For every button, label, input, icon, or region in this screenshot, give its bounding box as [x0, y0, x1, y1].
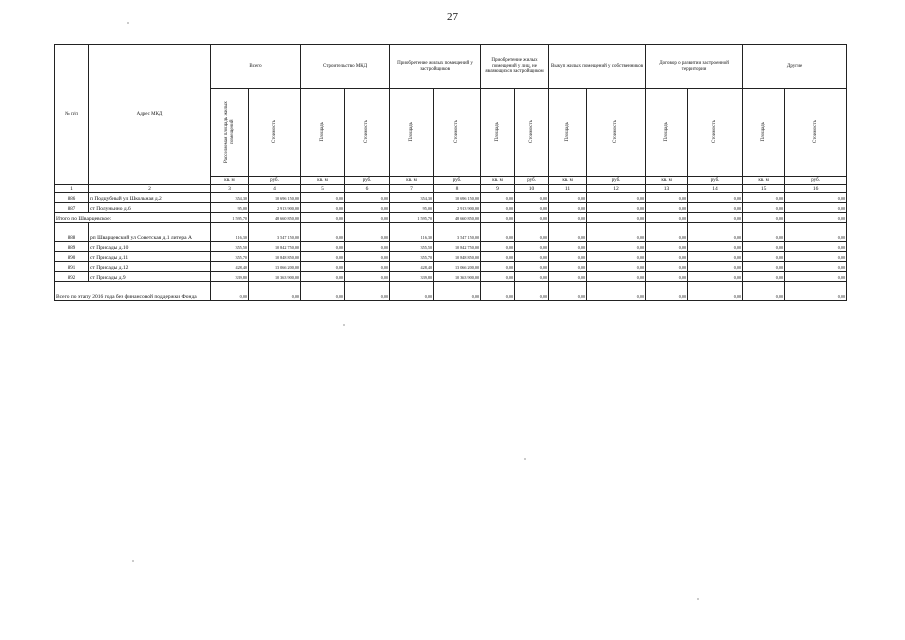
value-cell: 116,30 — [211, 223, 249, 242]
value-cell: 0,00 — [587, 262, 646, 272]
value-cell: 0,00 — [587, 282, 646, 301]
value-cell: 2 913 900,00 — [249, 203, 301, 213]
value-cell: 95,00 — [390, 203, 434, 213]
row-index: 891 — [55, 262, 89, 272]
value-cell: 0,00 — [481, 282, 515, 301]
value-cell: 0,00 — [549, 242, 587, 252]
subheader-cost — [249, 89, 301, 177]
row-index: 889 — [55, 242, 89, 252]
group-header-developer-purchase: Приобретение жилых помещений у застройщиков — [390, 45, 481, 89]
value-cell: 0,00 — [646, 252, 688, 262]
value-cell: 354,30 — [390, 193, 434, 203]
value-cell: 0,00 — [587, 193, 646, 203]
value-cell: 0,00 — [515, 193, 549, 203]
value-cell: 0,00 — [646, 223, 688, 242]
total-row — [55, 282, 847, 301]
value-cell: 0,00 — [549, 213, 587, 223]
value-cell: 0,00 — [688, 252, 743, 262]
column-number-cell: 10 — [515, 185, 549, 193]
value-cell: 0,00 — [743, 272, 785, 282]
value-cell: 0,00 — [743, 213, 785, 223]
unit-cell: руб. — [249, 177, 301, 185]
column-number-cell: 11 — [549, 185, 587, 193]
value-cell: 10 696 150,00 — [434, 193, 481, 203]
value-cell: 0,00 — [688, 193, 743, 203]
value-cell: 0,00 — [481, 262, 515, 272]
table-row — [55, 193, 847, 203]
value-cell: 10 842 750,00 — [434, 242, 481, 252]
row-index: 888 — [55, 223, 89, 242]
value-cell: 0,00 — [301, 252, 345, 262]
subheader-label: Площадь — [663, 122, 669, 142]
column-number-cell: 2 — [89, 185, 211, 193]
subheader-label: Стоимость — [528, 120, 534, 144]
subheader-area — [390, 89, 434, 177]
unit-cell: руб. — [515, 177, 549, 185]
table-row — [55, 252, 847, 262]
value-cell: 0,00 — [688, 282, 743, 301]
group-header-development-contract: Договор о развитии застроенной территории — [646, 45, 743, 89]
row-address: рп Шварцевский ул Советская д.1 литера А — [89, 223, 211, 242]
scan-speck — [132, 560, 134, 562]
value-cell: 0,00 — [481, 272, 515, 282]
value-cell: 0,00 — [646, 193, 688, 203]
value-cell: 0,00 — [301, 272, 345, 282]
column-number-cell: 12 — [587, 185, 646, 193]
subheader-label: Расселяемая площадь жилых помещений — [223, 101, 235, 163]
value-cell: 0,00 — [646, 272, 688, 282]
column-number-cell: 7 — [390, 185, 434, 193]
column-number-cell: 16 — [785, 185, 847, 193]
value-cell: 0,00 — [785, 223, 847, 242]
value-cell: 0,00 — [785, 252, 847, 262]
value-cell: 0,00 — [688, 203, 743, 213]
subheader-label: Площадь — [408, 122, 414, 142]
value-cell: 0,00 — [345, 252, 390, 262]
value-cell: 13 066 200,00 — [434, 262, 481, 272]
value-cell: 10 848 850,00 — [249, 252, 301, 262]
group-header-nondeveloper-purchase: Приобретение жилых помещений у лиц, не являющихся застройщиком — [481, 45, 549, 89]
table-row — [55, 262, 847, 272]
value-cell: 2 913 900,00 — [434, 203, 481, 213]
value-cell: 355,70 — [390, 252, 434, 262]
index-header: № п/п — [55, 45, 89, 185]
subheader-cost — [785, 89, 847, 177]
column-number-cell: 15 — [743, 185, 785, 193]
table-row — [55, 223, 847, 242]
value-cell: 0,00 — [743, 252, 785, 262]
row-address: ст Присады д.9 — [89, 272, 211, 282]
value-cell: 0,00 — [743, 242, 785, 252]
value-cell: 0,00 — [743, 203, 785, 213]
value-cell: 48 660 850,00 — [249, 213, 301, 223]
value-cell: 0,00 — [515, 282, 549, 301]
value-cell: 48 660 850,00 — [434, 213, 481, 223]
value-cell: 0,00 — [249, 282, 301, 301]
subheader-label: Стоимость — [712, 120, 718, 144]
value-cell: 0,00 — [481, 223, 515, 242]
group-header-construction: Строительство МКД — [301, 45, 390, 89]
value-cell: 0,00 — [345, 203, 390, 213]
row-address: ст Присады д.11 — [89, 252, 211, 262]
unit-cell: кв. м — [743, 177, 785, 185]
value-cell: 0,00 — [301, 262, 345, 272]
value-cell: 0,00 — [515, 252, 549, 262]
subheader-label: Стоимость — [613, 120, 619, 144]
value-cell: 0,00 — [515, 262, 549, 272]
value-cell: 0,00 — [481, 252, 515, 262]
value-cell: 0,00 — [301, 203, 345, 213]
row-address: ст Полуньино д.6 — [89, 203, 211, 213]
value-cell: 0,00 — [646, 242, 688, 252]
subheader-area — [646, 89, 688, 177]
value-cell: 339,80 — [390, 272, 434, 282]
value-cell: 10 696 150,00 — [249, 193, 301, 203]
group-header-total: Всего — [211, 45, 301, 89]
row-label: Итого по Шварцевское: — [55, 213, 211, 223]
row-address: п Подцубный ул Школьная д.2 — [89, 193, 211, 203]
scan-speck — [127, 22, 129, 24]
value-cell: 354,30 — [211, 193, 249, 203]
unit-cell: кв. м — [301, 177, 345, 185]
value-cell: 428,40 — [390, 262, 434, 272]
subheader-label: Площадь — [760, 122, 766, 142]
value-cell: 0,00 — [515, 203, 549, 213]
column-numbers-row — [55, 185, 847, 193]
value-cell: 0,00 — [549, 262, 587, 272]
subheader-cost — [345, 89, 390, 177]
value-cell: 0,00 — [743, 262, 785, 272]
value-cell: 0,00 — [345, 213, 390, 223]
value-cell: 355,70 — [211, 252, 249, 262]
group-header-other: Другие — [743, 45, 847, 89]
column-number-cell: 9 — [481, 185, 515, 193]
subheader-cost — [587, 89, 646, 177]
value-cell: 0,00 — [481, 203, 515, 213]
value-cell: 0,00 — [301, 282, 345, 301]
table-row — [55, 272, 847, 282]
value-cell: 0,00 — [646, 213, 688, 223]
unit-cell: руб. — [785, 177, 847, 185]
subheader-area — [481, 89, 515, 177]
table-row — [55, 242, 847, 252]
row-address: ст Присады д.10 — [89, 242, 211, 252]
value-cell: 0,00 — [785, 272, 847, 282]
value-cell: 0,00 — [345, 223, 390, 242]
value-cell: 10 363 900,00 — [434, 272, 481, 282]
value-cell: 0,00 — [646, 262, 688, 272]
value-cell: 0,00 — [688, 272, 743, 282]
value-cell: 0,00 — [688, 213, 743, 223]
unit-cell: руб. — [688, 177, 743, 185]
value-cell: 0,00 — [646, 282, 688, 301]
scan-speck — [524, 458, 526, 460]
value-cell: 0,00 — [743, 193, 785, 203]
value-cell: 0,00 — [549, 223, 587, 242]
value-cell: 0,00 — [587, 203, 646, 213]
row-label: Всего по этапу 2016 года без финансовой поддержки Фонда — [55, 282, 211, 301]
value-cell: 0,00 — [785, 203, 847, 213]
column-number-cell: 1 — [55, 185, 89, 193]
value-cell: 13 066 200,00 — [249, 262, 301, 272]
value-cell: 0,00 — [515, 272, 549, 282]
column-number-cell: 8 — [434, 185, 481, 193]
value-cell: 0,00 — [481, 213, 515, 223]
subheader-label: Площадь — [494, 122, 500, 142]
row-index: 886 — [55, 193, 89, 203]
subheader-label: Стоимость — [812, 120, 818, 144]
value-cell: 0,00 — [587, 242, 646, 252]
value-cell: 0,00 — [785, 242, 847, 252]
row-address: ст Присады д.12 — [89, 262, 211, 272]
unit-cell: руб. — [434, 177, 481, 185]
subheader-label: Стоимость — [271, 120, 277, 144]
unit-cell: кв. м — [549, 177, 587, 185]
value-cell: 0,00 — [434, 282, 481, 301]
value-cell: 0,00 — [301, 242, 345, 252]
value-cell: 0,00 — [301, 213, 345, 223]
value-cell: 0,00 — [587, 272, 646, 282]
value-cell: 95,00 — [211, 203, 249, 213]
page-number: 27 — [447, 11, 458, 23]
subheader-resettled-area — [211, 89, 249, 177]
value-cell: 0,00 — [587, 252, 646, 262]
value-cell: 0,00 — [345, 193, 390, 203]
unit-cell: кв. м — [646, 177, 688, 185]
subtotal-row — [55, 213, 847, 223]
value-cell: 0,00 — [688, 262, 743, 272]
subheader-cost — [434, 89, 481, 177]
value-cell: 0,00 — [301, 193, 345, 203]
subheader-cost — [688, 89, 743, 177]
value-cell: 0,00 — [481, 193, 515, 203]
value-cell: 1 595,70 — [211, 213, 249, 223]
value-cell: 10 363 900,00 — [249, 272, 301, 282]
value-cell: 0,00 — [390, 282, 434, 301]
value-cell: 0,00 — [549, 193, 587, 203]
column-number-cell: 14 — [688, 185, 743, 193]
row-index: 887 — [55, 203, 89, 213]
unit-cell: кв. м — [211, 177, 249, 185]
column-number-cell: 3 — [211, 185, 249, 193]
subheader-cost — [515, 89, 549, 177]
address-header: Адрес МКД — [89, 45, 211, 185]
unit-cell: руб. — [345, 177, 390, 185]
scan-speck — [697, 598, 699, 600]
value-cell: 3 547 150,00 — [434, 223, 481, 242]
value-cell: 0,00 — [646, 203, 688, 213]
value-cell: 0,00 — [785, 282, 847, 301]
value-cell: 10 842 750,00 — [249, 242, 301, 252]
column-number-cell: 4 — [249, 185, 301, 193]
value-cell: 0,00 — [345, 282, 390, 301]
subheader-area — [549, 89, 587, 177]
subheader-area — [301, 89, 345, 177]
resettlement-table — [54, 44, 847, 301]
value-cell: 0,00 — [587, 213, 646, 223]
value-cell: 0,00 — [785, 213, 847, 223]
value-cell: 0,00 — [549, 272, 587, 282]
row-index: 890 — [55, 252, 89, 262]
subheader-label: Стоимость — [364, 120, 370, 144]
value-cell: 0,00 — [301, 223, 345, 242]
subheader-label: Площадь — [319, 122, 325, 142]
value-cell: 0,00 — [345, 262, 390, 272]
value-cell: 116,30 — [390, 223, 434, 242]
subheader-area — [743, 89, 785, 177]
value-cell: 0,00 — [743, 282, 785, 301]
scan-speck — [343, 324, 345, 326]
value-cell: 10 848 850,00 — [434, 252, 481, 262]
value-cell: 0,00 — [785, 262, 847, 272]
value-cell: 0,00 — [587, 223, 646, 242]
table-row — [55, 203, 847, 213]
value-cell: 0,00 — [743, 223, 785, 242]
value-cell: 0,00 — [345, 272, 390, 282]
group-header-buyout: Выкуп жилых помещений у собственников — [549, 45, 646, 89]
value-cell: 355,50 — [390, 242, 434, 252]
value-cell: 1 595,70 — [390, 213, 434, 223]
value-cell: 0,00 — [345, 242, 390, 252]
column-number-cell: 6 — [345, 185, 390, 193]
value-cell: 0,00 — [688, 242, 743, 252]
value-cell: 0,00 — [515, 213, 549, 223]
value-cell: 0,00 — [549, 252, 587, 262]
value-cell: 0,00 — [515, 223, 549, 242]
value-cell: 3 547 150,00 — [249, 223, 301, 242]
value-cell: 0,00 — [211, 282, 249, 301]
column-number-cell: 13 — [646, 185, 688, 193]
row-index: 892 — [55, 272, 89, 282]
value-cell: 0,00 — [549, 203, 587, 213]
unit-cell: руб. — [587, 177, 646, 185]
value-cell: 0,00 — [481, 242, 515, 252]
value-cell: 0,00 — [688, 223, 743, 242]
subheader-label: Площадь — [564, 122, 570, 142]
value-cell: 355,50 — [211, 242, 249, 252]
value-cell: 0,00 — [785, 193, 847, 203]
subheader-label: Стоимость — [454, 120, 460, 144]
column-number-cell: 5 — [301, 185, 345, 193]
unit-cell: кв. м — [390, 177, 434, 185]
unit-cell: кв. м — [481, 177, 515, 185]
value-cell: 0,00 — [515, 242, 549, 252]
value-cell: 428,40 — [211, 262, 249, 272]
value-cell: 339,80 — [211, 272, 249, 282]
value-cell: 0,00 — [549, 282, 587, 301]
